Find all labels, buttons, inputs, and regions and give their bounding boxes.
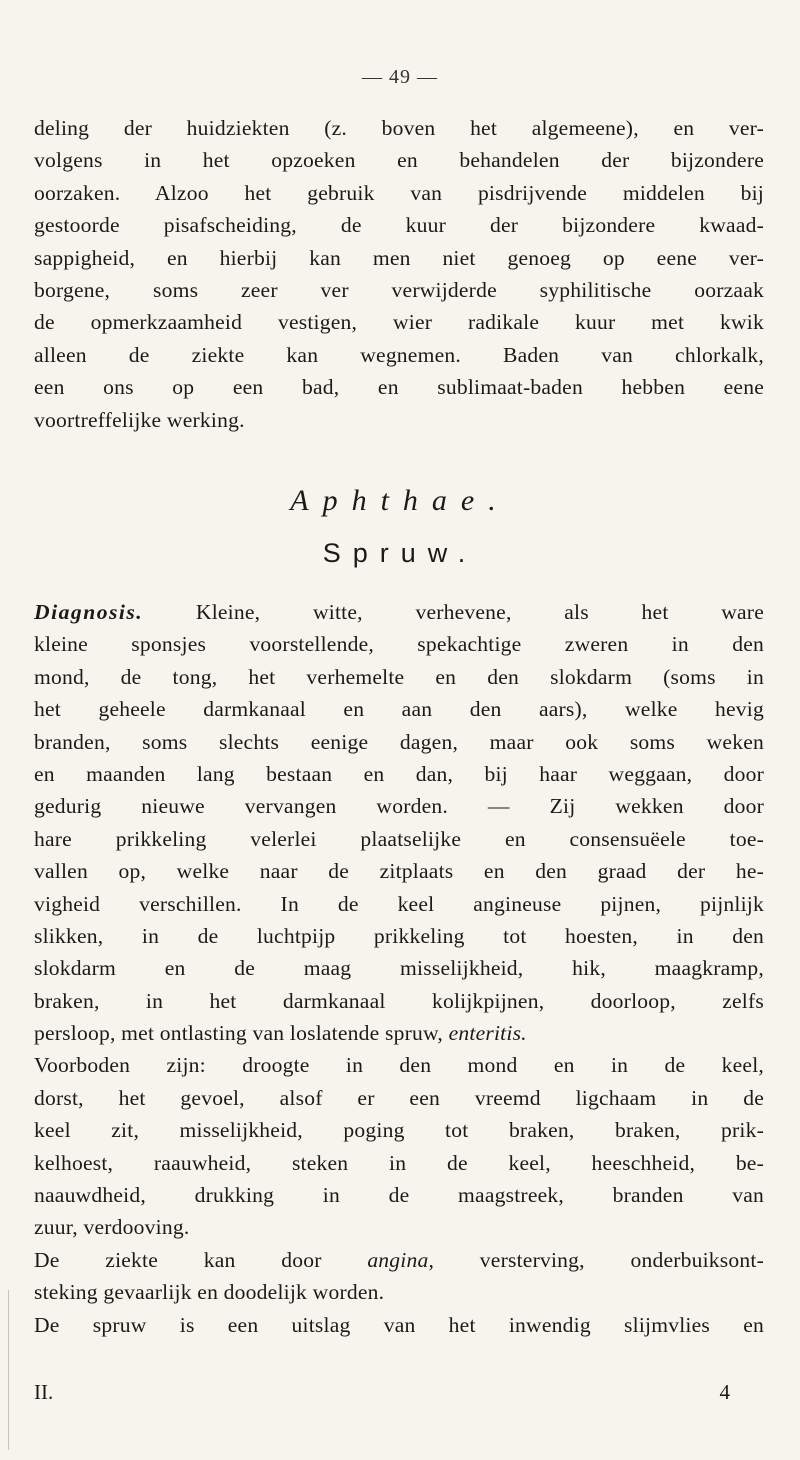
italic-term: angina [367, 1247, 429, 1272]
text-line: keel zit, misselijkheid, poging tot braken, braken, prik- [34, 1118, 764, 1143]
section-title: Aphthae. [290, 484, 510, 517]
text-line: de opmerkzaamheid vestigen, wier radikale kuur met kwik [34, 310, 764, 335]
text-line: braken, in het darmkanaal kolijkpijnen, doorloop, zelfs [34, 988, 764, 1013]
sheet-number: 4 [719, 1380, 730, 1404]
text-line: hare prikkeling velerlei plaatselijke en consensuëele toe- [34, 826, 764, 851]
page-number: — 49 — [362, 66, 438, 88]
text-line: volgens in het opzoeken en behandelen der bijzondere [34, 148, 764, 173]
text-line: kelhoest, raauwheid, steken in de keel, heeschheid, be- [34, 1150, 764, 1175]
text-fragment: , versterving, onderbuiksont- [428, 1247, 764, 1272]
text-line: alleen de ziekte kan wegnemen. Baden van chlorkalk, [34, 342, 764, 367]
text-line: slikken, in de luchtpijp prikkeling tot hoesten, in den [34, 923, 764, 948]
text-line: naauwdheid, drukking in de maagstreek, branden van [34, 1183, 764, 1208]
text-line [34, 1244, 764, 1276]
page-edge-line [8, 1290, 9, 1450]
text-line: en maanden lang bestaan en dan, bij haar weggaan, door [34, 761, 764, 786]
italic-term: enteritis. [448, 1021, 527, 1046]
text-line: voortreffelijke werking. [34, 407, 245, 432]
section-subtitle: Spruw. [322, 538, 478, 568]
text-line: De spruw is een uitslag van het inwendig slijmvlies en [34, 1312, 764, 1337]
text-line: steking gevaarlijk en doodelijk worden. [34, 1280, 385, 1305]
text-line: deling der huidziekten (z. boven het algemeene), en ver- [34, 116, 764, 140]
text-line: sappigheid, en hierbij kan men niet genoeg op eene ver- [34, 245, 764, 270]
text-line [34, 1017, 764, 1049]
text-line: oorzaken. Alzoo het gebruik van pisdrijvende middelen bij [34, 180, 764, 205]
text-line: dorst, het gevoel, alsof er een vreemd ligchaam in de [34, 1085, 764, 1110]
text-line: zuur, verdooving. [34, 1215, 190, 1240]
text-line: borgene, soms zeer ver verwijderde syphilitische oorzaak [34, 277, 764, 302]
paragraph-treatment [34, 112, 764, 436]
text-line: branden, soms slechts eenige dagen, maar ook soms weken [34, 729, 764, 754]
text-line: een ons op een bad, en sublimaat-baden hebben eene [34, 375, 764, 400]
text-line: vallen op, welke naar de zitplaats en den graad der he- [34, 859, 764, 884]
text-line: het geheele darmkanaal en aan den aars), welke hevig [34, 697, 764, 722]
text-line: vigheid verschillen. In de keel angineuse pijnen, pijnlijk [34, 891, 764, 916]
text-line: gedurig nieuwe vervangen worden. — Zij wekken door [34, 794, 764, 819]
text-line: gestoorde pisafscheiding, de kuur der bijzondere kwaad- [34, 213, 764, 238]
text-line: slokdarm en de maag misselijkheid, hik, maagkramp, [34, 956, 764, 981]
diagnosis-label: Diagnosis. [34, 600, 144, 624]
text-line: kleine sponsjes voorstellende, spekachtige zweren in den [34, 632, 764, 657]
paragraph-diagnosis [34, 596, 764, 1341]
text-fragment: persloop, met ontlasting van loslatende spruw, [34, 1021, 449, 1046]
text-fragment: Kleine, witte, verhevene, als het ware [143, 600, 764, 624]
text-line: mond, de tong, het verhemelte en den slokdarm (soms in [34, 664, 764, 689]
text-line: Voorboden zijn: droogte in den mond en in de keel, [34, 1053, 764, 1078]
text-fragment: De ziekte kan door [34, 1247, 368, 1272]
sheet-signature: II. [34, 1380, 54, 1404]
text-line [34, 596, 764, 628]
